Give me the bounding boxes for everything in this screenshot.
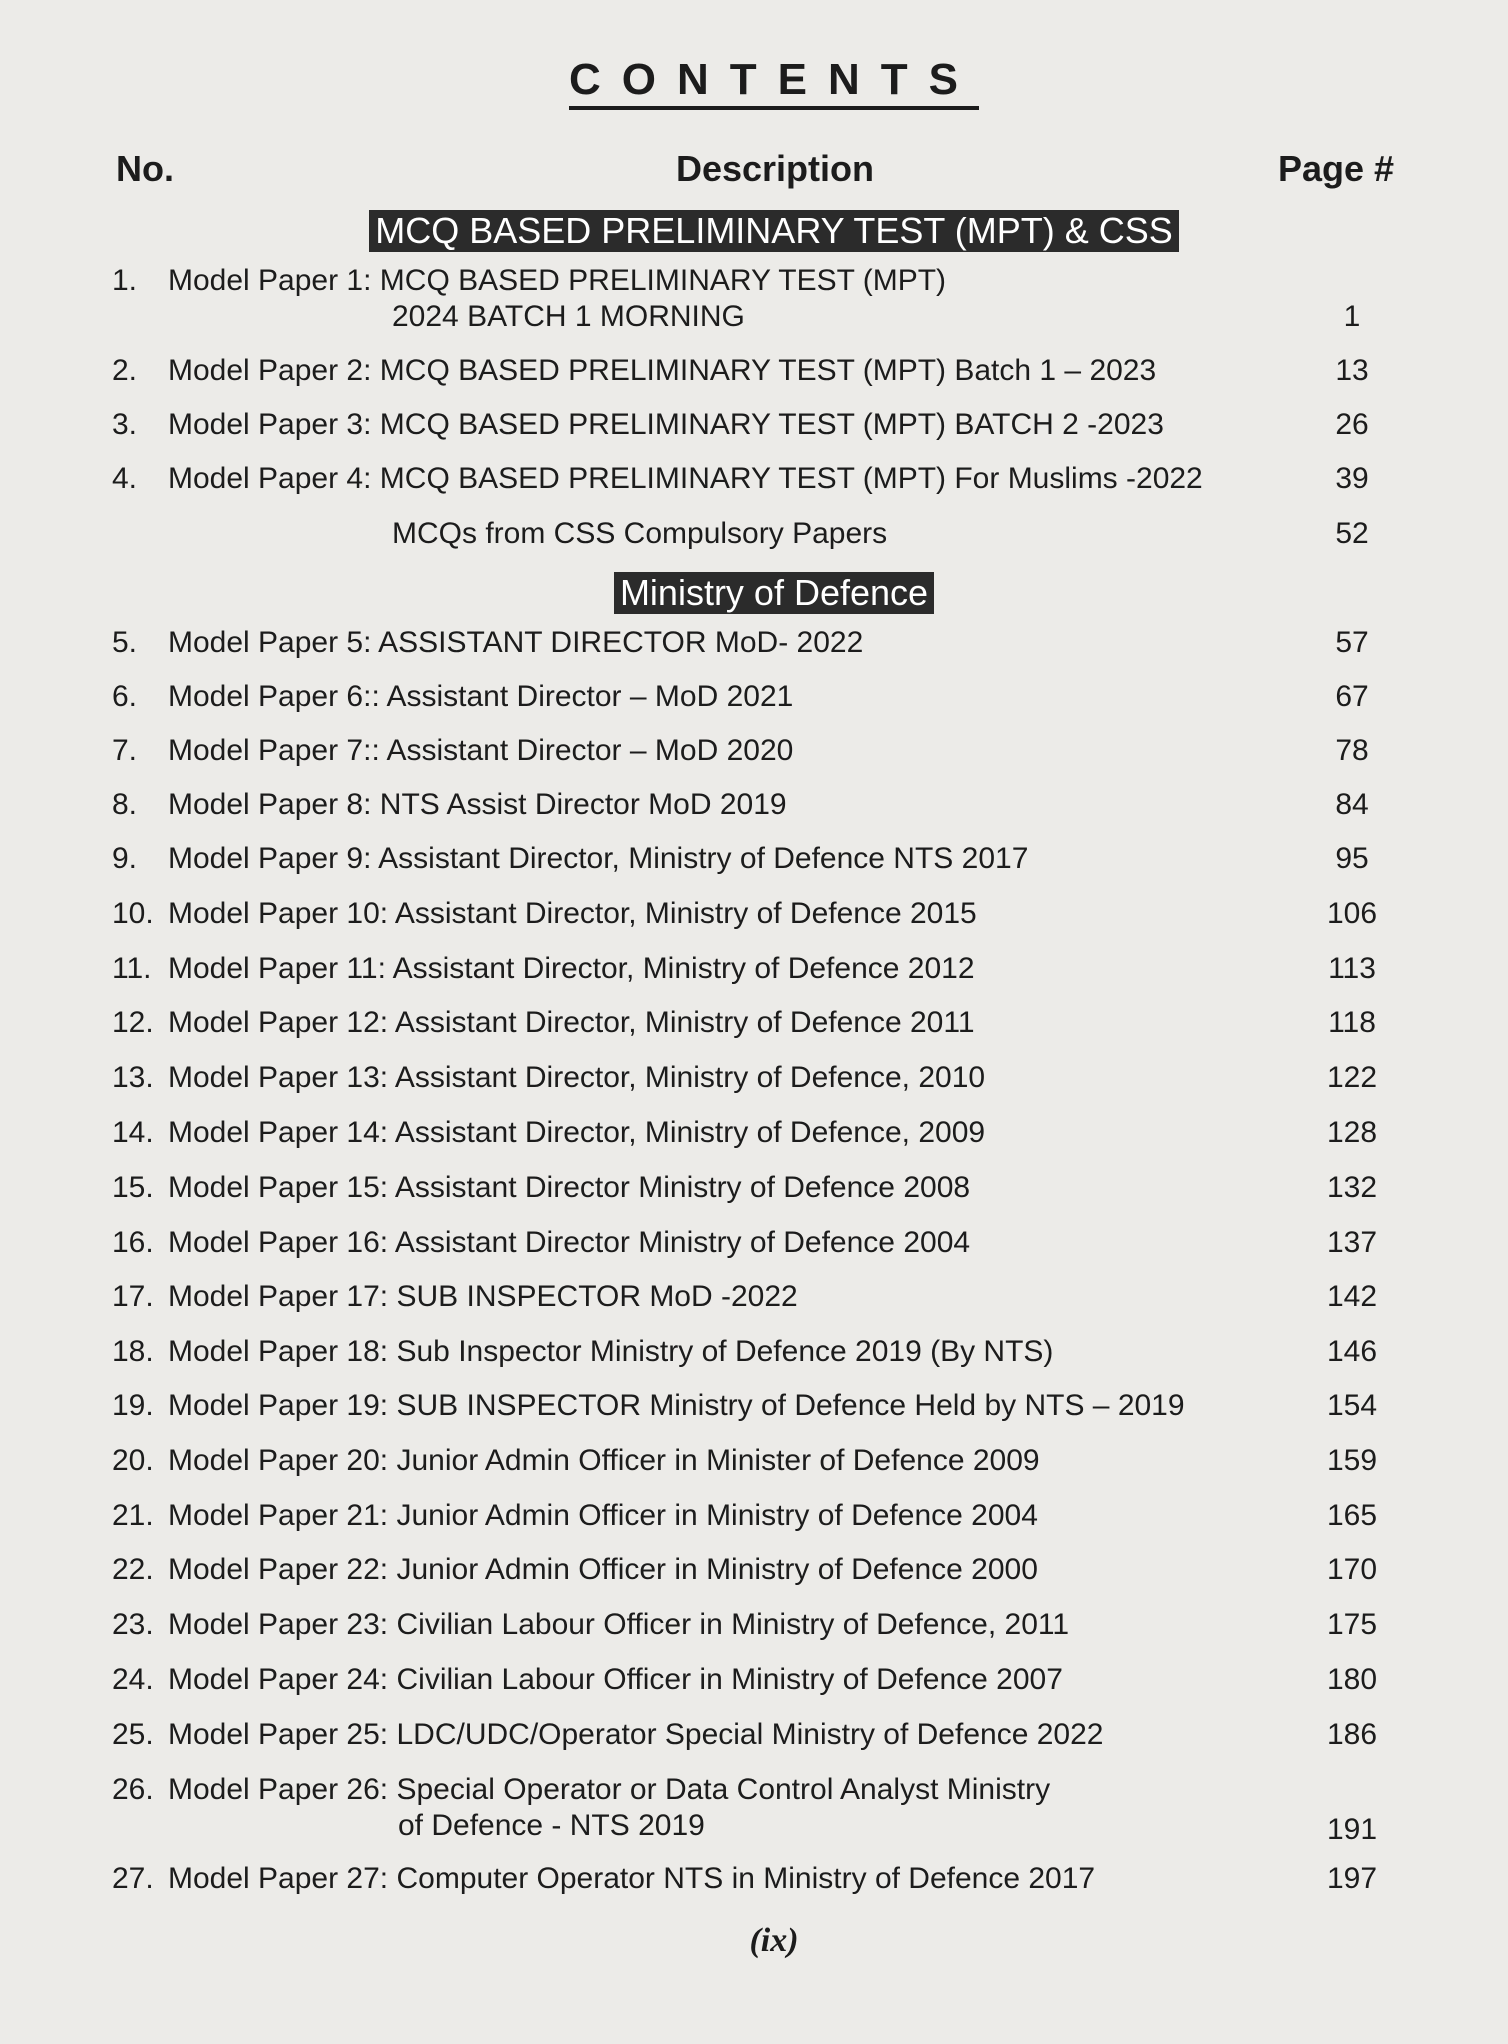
entry-text bbox=[168, 1718, 1103, 1752]
entry-label: Model Paper 3: bbox=[168, 408, 372, 441]
entry-number: 19. bbox=[112, 1389, 154, 1422]
section-heading-ministry-of-defence: Ministry of Defence bbox=[0, 572, 1508, 614]
entry-text bbox=[168, 1389, 1185, 1423]
column-header-no: No. bbox=[116, 148, 174, 189]
entry-label: Model Paper 17: bbox=[168, 1280, 389, 1313]
entry-text bbox=[168, 1444, 1040, 1478]
entry-page: 191 bbox=[1326, 1813, 1378, 1846]
entry-description: Assistant Director, Ministry of Defence 2011 bbox=[394, 1006, 975, 1039]
entry-description: Assistant Director – MoD 2021 bbox=[386, 680, 794, 713]
entry-number: 18. bbox=[112, 1335, 154, 1368]
entry-number: 27. bbox=[112, 1862, 154, 1895]
toc-entry[interactable] bbox=[0, 1116, 1508, 1156]
toc-entry[interactable] bbox=[0, 897, 1508, 937]
entry-description: Civilian Labour Officer in Ministry of Defence 2007 bbox=[396, 1663, 1063, 1696]
toc-entry[interactable] bbox=[0, 408, 1508, 448]
toc-entry[interactable] bbox=[0, 1499, 1508, 1539]
entry-number: 7. bbox=[112, 734, 138, 767]
entry-page: 1 bbox=[1343, 300, 1361, 333]
entry-page: 118 bbox=[1328, 1006, 1376, 1039]
entry-text bbox=[168, 462, 1203, 496]
entry-description: MCQ BASED PRELIMINARY TEST (MPT) For Muslims -2022 bbox=[379, 462, 1203, 495]
page-title: CONTENTS bbox=[0, 55, 1508, 105]
entry-page: 122 bbox=[1326, 1061, 1378, 1094]
entry-page: 26 bbox=[1335, 408, 1369, 441]
entry-label: Model Paper 5: bbox=[168, 626, 372, 659]
entry-number: 16. bbox=[112, 1226, 154, 1259]
entry-page: 128 bbox=[1326, 1116, 1378, 1149]
entry-page: 78 bbox=[1335, 734, 1369, 767]
entry-description: Assistant Director, Ministry of Defence 2015 bbox=[394, 897, 977, 930]
entry-label: Model Paper 11: bbox=[168, 952, 386, 985]
toc-entry[interactable] bbox=[0, 1335, 1508, 1375]
entry-label: Model Paper 22: bbox=[168, 1553, 389, 1586]
entry-page: 52 bbox=[1335, 517, 1369, 550]
entry-description: Assistant Director Ministry of Defence 2008 bbox=[394, 1171, 971, 1204]
entry-description: Assistant Director, Ministry of Defence, 2010 bbox=[394, 1061, 986, 1094]
entry-text bbox=[168, 264, 946, 298]
entry-page: 95 bbox=[1335, 842, 1369, 875]
entry-page: 165 bbox=[1326, 1499, 1378, 1532]
entry-page: 170 bbox=[1326, 1553, 1378, 1586]
entry-description: Civilian Labour Officer in Ministry of Defence, 2011 bbox=[396, 1608, 1070, 1641]
entry-page: 57 bbox=[1335, 626, 1369, 659]
entry-number: 5. bbox=[112, 626, 138, 659]
entry-text bbox=[168, 734, 793, 768]
entry-text bbox=[168, 1061, 985, 1095]
entry-text bbox=[168, 1663, 1063, 1697]
entry-text bbox=[168, 842, 1028, 876]
entry-page: 137 bbox=[1326, 1226, 1378, 1259]
entry-page: 175 bbox=[1326, 1608, 1378, 1641]
page-folio: (ix) bbox=[749, 1922, 799, 1959]
entry-page: 146 bbox=[1326, 1335, 1378, 1368]
entry-text bbox=[168, 1499, 1038, 1533]
entry-description: NTS Assist Director MoD 2019 bbox=[379, 788, 787, 821]
entry-label: Model Paper 12: bbox=[168, 1006, 389, 1039]
entry-label: Model Paper 9: bbox=[168, 842, 372, 875]
entry-number: 24. bbox=[112, 1663, 154, 1696]
entry-label: Model Paper 21: bbox=[168, 1499, 389, 1532]
toc-entry[interactable] bbox=[0, 1862, 1508, 1902]
entry-text bbox=[168, 1335, 1053, 1369]
entry-text bbox=[168, 626, 863, 660]
entry-label: Model Paper 23: bbox=[168, 1608, 389, 1641]
entry-description: Junior Admin Officer in Minister of Defence 2009 bbox=[396, 1444, 1040, 1477]
entry-number: 15. bbox=[112, 1171, 154, 1204]
column-header-page: Page # bbox=[1278, 148, 1395, 189]
entry-label: Model Paper 24: bbox=[168, 1663, 389, 1696]
entry-number: 14. bbox=[112, 1116, 154, 1149]
toc-entry[interactable] bbox=[0, 1389, 1508, 1429]
entry-description: MCQ BASED PRELIMINARY TEST (MPT) BATCH 2 -2023 bbox=[379, 408, 1164, 441]
column-header-description: Description bbox=[675, 148, 875, 189]
toc-entry[interactable] bbox=[0, 1226, 1508, 1266]
toc-entry[interactable] bbox=[0, 626, 1508, 666]
entry-label: Model Paper 13: bbox=[168, 1061, 389, 1094]
entry-page: 106 bbox=[1326, 897, 1378, 930]
entry-number: 9. bbox=[112, 842, 138, 875]
toc-entry[interactable] bbox=[0, 1773, 1508, 1846]
entry-description: SUB INSPECTOR Ministry of Defence Held by NTS – 2019 bbox=[396, 1389, 1185, 1422]
entry-label: Model Paper 18: bbox=[168, 1335, 389, 1368]
toc-entry[interactable] bbox=[0, 1718, 1508, 1758]
entry-number: 1. bbox=[112, 264, 138, 297]
toc-entry[interactable] bbox=[0, 952, 1508, 992]
entry-number: 26. bbox=[112, 1773, 154, 1806]
entry-text bbox=[168, 1006, 975, 1040]
entry-label: Model Paper 20: bbox=[168, 1444, 389, 1477]
entry-page: 67 bbox=[1335, 680, 1369, 713]
entry-description: Special Operator or Data Control Analyst Ministry bbox=[396, 1773, 1051, 1806]
entry-description: Junior Admin Officer in Ministry of Defence 2004 bbox=[396, 1499, 1038, 1532]
entry-page: 159 bbox=[1326, 1444, 1378, 1477]
toc-entry[interactable] bbox=[0, 354, 1508, 394]
entry-number: 23. bbox=[112, 1608, 154, 1641]
entry-text bbox=[168, 1226, 970, 1260]
entry-description: Assistant Director – MoD 2020 bbox=[386, 734, 794, 767]
toc-entry[interactable] bbox=[0, 517, 1508, 557]
entry-page: 154 bbox=[1326, 1389, 1378, 1422]
toc-entry[interactable] bbox=[0, 1280, 1508, 1320]
entry-description-line2: of Defence - NTS 2019 bbox=[398, 1809, 705, 1842]
toc-entry[interactable] bbox=[0, 734, 1508, 774]
entry-number: 17. bbox=[112, 1280, 154, 1313]
entry-label: Model Paper 25: bbox=[168, 1718, 389, 1751]
entry-label: Model Paper 1: bbox=[168, 264, 372, 297]
entry-number: 6. bbox=[112, 680, 138, 713]
toc-entry[interactable] bbox=[0, 1663, 1508, 1703]
entry-number: 8. bbox=[112, 788, 138, 821]
entry-number: 22. bbox=[112, 1553, 154, 1586]
entry-description: LDC/UDC/Operator Special Ministry of Defence 2022 bbox=[396, 1718, 1104, 1751]
entry-description: Assistant Director, Ministry of Defence 2012 bbox=[392, 952, 975, 985]
entry-label: Model Paper 16: bbox=[168, 1226, 389, 1259]
entry-page: 39 bbox=[1335, 462, 1369, 495]
entry-number: 3. bbox=[112, 408, 138, 441]
entry-label: Model Paper 26: bbox=[168, 1773, 389, 1806]
entry-text bbox=[168, 680, 793, 714]
entry-text bbox=[168, 1862, 1095, 1896]
entry-page: 180 bbox=[1326, 1663, 1378, 1696]
entry-text bbox=[168, 897, 977, 931]
entry-number: 13. bbox=[112, 1061, 154, 1094]
entry-text bbox=[168, 1171, 970, 1205]
entry-description: SUB INSPECTOR MoD -2022 bbox=[396, 1280, 798, 1313]
entry-label: Model Paper 10: bbox=[168, 897, 389, 930]
entry-label: Model Paper 4: bbox=[168, 462, 372, 495]
entry-description: Assistant Director Ministry of Defence 2004 bbox=[394, 1226, 971, 1259]
entry-page: 113 bbox=[1328, 952, 1376, 985]
entry-page: 142 bbox=[1326, 1280, 1378, 1313]
toc-entry[interactable] bbox=[0, 264, 1508, 333]
entry-text bbox=[168, 1116, 985, 1150]
entry-label: Model Paper 27: bbox=[168, 1862, 389, 1895]
entry-description-line2: 2024 BATCH 1 MORNING bbox=[392, 300, 745, 333]
entry-text bbox=[168, 1553, 1038, 1587]
entry-text bbox=[168, 1773, 1050, 1807]
entry-label: Model Paper 2: bbox=[168, 354, 372, 387]
entry-text bbox=[168, 788, 787, 822]
entry-page: 13 bbox=[1335, 354, 1369, 387]
entry-text bbox=[168, 408, 1164, 442]
entry-label: Model Paper 15: bbox=[168, 1171, 389, 1204]
entry-label: Model Paper 19: bbox=[168, 1389, 389, 1422]
entry-text bbox=[168, 1280, 798, 1314]
entry-page: 84 bbox=[1335, 788, 1369, 821]
entry-description: MCQ BASED PRELIMINARY TEST (MPT) bbox=[379, 264, 947, 297]
entry-text bbox=[168, 354, 1156, 388]
toc-entry[interactable] bbox=[0, 788, 1508, 828]
toc-entry[interactable] bbox=[0, 1171, 1508, 1211]
entry-page: 132 bbox=[1326, 1171, 1378, 1204]
entry-number: 2. bbox=[112, 354, 138, 387]
toc-entry[interactable] bbox=[0, 462, 1508, 502]
entry-description: Junior Admin Officer in Ministry of Defence 2000 bbox=[396, 1553, 1038, 1586]
entry-number: 10. bbox=[112, 897, 154, 930]
entry-number: 25. bbox=[112, 1718, 154, 1751]
entry-label: Model Paper 6:: bbox=[168, 680, 380, 713]
section-heading-mpt: MCQ BASED PRELIMINARY TEST (MPT) & CSS bbox=[0, 210, 1508, 252]
entry-number: 21. bbox=[112, 1499, 154, 1532]
toc-entry[interactable] bbox=[0, 1444, 1508, 1484]
entry-label: Model Paper 8: bbox=[168, 788, 372, 821]
toc-entry[interactable] bbox=[0, 1553, 1508, 1593]
entry-number: 11. bbox=[112, 952, 152, 985]
entry-label: Model Paper 14: bbox=[168, 1116, 389, 1149]
toc-entry[interactable] bbox=[0, 842, 1508, 882]
entry-description: ASSISTANT DIRECTOR MoD- 2022 bbox=[378, 626, 864, 659]
entry-description: Computer Operator NTS in Ministry of Defence 2017 bbox=[396, 1862, 1096, 1895]
entry-page: 186 bbox=[1326, 1718, 1378, 1751]
toc-entry[interactable] bbox=[0, 1061, 1508, 1101]
entry-description: MCQ BASED PRELIMINARY TEST (MPT) Batch 1 – 2023 bbox=[379, 354, 1157, 387]
toc-entry[interactable] bbox=[0, 1006, 1508, 1046]
entry-label: Model Paper 7:: bbox=[168, 734, 380, 767]
toc-entry[interactable] bbox=[0, 680, 1508, 720]
entry-number: 20. bbox=[112, 1444, 154, 1477]
entry-number: 4. bbox=[112, 462, 138, 495]
entry-description: Assistant Director, Ministry of Defence NTS 2017 bbox=[378, 842, 1029, 875]
toc-entry[interactable] bbox=[0, 1608, 1508, 1648]
entry-description: MCQs from CSS Compulsory Papers bbox=[392, 517, 888, 550]
entry-description: Assistant Director, Ministry of Defence, 2009 bbox=[394, 1116, 986, 1149]
entry-description: Sub Inspector Ministry of Defence 2019 (By NTS) bbox=[396, 1335, 1054, 1368]
entry-text bbox=[168, 952, 975, 986]
entry-page: 197 bbox=[1326, 1862, 1378, 1895]
entry-number: 12. bbox=[112, 1006, 154, 1039]
entry-text bbox=[168, 1608, 1069, 1642]
